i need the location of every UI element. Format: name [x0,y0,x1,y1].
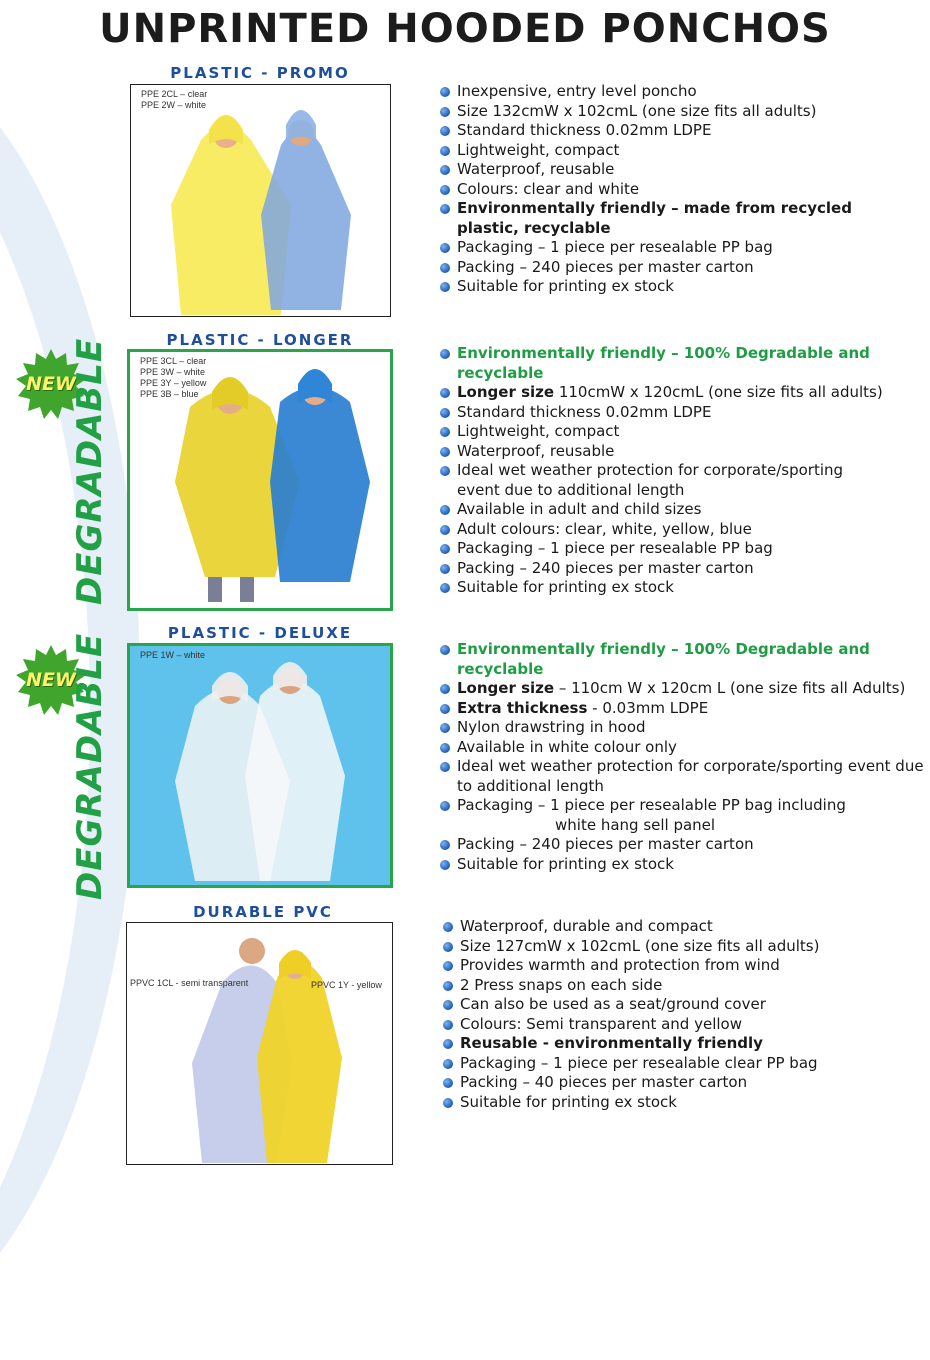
feature-item: 2 Press snaps on each side [443,976,819,996]
product-code: PPE 3W – white [140,367,206,377]
feature-item: Colours: Semi transparent and yellow [443,1015,819,1035]
feature-emphasis: Extra thickness [457,698,588,717]
feature-text: - 0.03mm LDPE [587,698,709,717]
product-code: PPVC 1CL - semi transparent [130,978,249,988]
product-code: PPVC 1Y - yellow [311,980,382,990]
ponchos-illustration [127,923,393,1165]
feature-item: Ideal wet weather protection for corporate/sporting event due to additional length [440,757,927,796]
feature-item: Packaging – 1 piece per resealable PP bag [440,238,877,258]
feature-item: Waterproof, reusable [440,160,877,180]
feature-item: Adult colours: clear, white, yellow, blue [440,520,887,540]
feature-list-deluxe [440,640,927,874]
feature-item: Reusable - environmentally friendly [443,1034,819,1054]
section-title-promo: PLASTIC - PROMO [170,64,350,82]
new-badge-label: NEW [26,669,76,691]
product-codes [140,650,205,661]
feature-item: Packaging – 1 piece per resealable clear PP bag [443,1054,819,1074]
product-code: PPE 3Y – yellow [140,378,207,388]
product-code: PPE 3CL – clear [140,356,207,366]
new-badge-label: NEW [26,373,76,395]
feature-item: Standard thickness 0.02mm LDPE [440,121,877,141]
product-code: PPE 2W – white [141,100,207,110]
feature-emphasis: Longer size [457,679,555,697]
feature-item: Can also be used as a seat/ground cover [443,995,819,1015]
feature-item: Size 132cmW x 102cmL (one size fits all adults) [440,102,877,122]
feature-list-pvc [443,917,819,1112]
feature-item [440,383,887,403]
product-codes [141,89,207,111]
feature-text: 110cmW x 120cmL (one size fits all adults) [554,383,883,401]
section-title-deluxe: PLASTIC - DELUXE [167,624,353,642]
feature-item: Suitable for printing ex stock [440,855,927,875]
feature-item [440,679,927,699]
feature-item: Packing – 240 pieces per master carton [440,559,887,579]
feature-item: Inexpensive, entry level poncho [440,82,877,102]
feature-item: Standard thickness 0.02mm LDPE [440,403,887,423]
feature-item: Ideal wet weather protection for corporate/sporting event due to additional length [440,461,877,500]
feature-item: Available in white colour only [440,738,927,758]
product-codes [140,356,206,400]
feature-item: Size 127cmW x 102cmL (one size fits all adults) [443,937,819,957]
feature-item: Waterproof, reusable [440,442,887,462]
feature-list-longer [440,344,887,598]
feature-item: Nylon drawstring in hood [440,718,927,738]
feature-item: Available in adult and child sizes [440,500,887,520]
feature-item: Packing – 240 pieces per master carton [440,258,877,278]
feature-text: – 110cm W x 120cm L (one size fits all Adults) [554,679,906,697]
feature-text: white hang sell panel [555,815,716,834]
page-title: UNPRINTED HOODED PONCHOS [99,6,831,52]
feature-item: Suitable for printing ex stock [440,578,887,598]
degradable-label: DEGRADABLE [70,337,110,605]
ponchos-illustration [130,646,390,885]
product-photo-deluxe [127,643,393,888]
feature-item: Packing – 240 pieces per master carton [440,835,927,855]
feature-item: Suitable for printing ex stock [440,277,877,297]
product-code: PPE 2CL – clear [141,89,208,99]
ponchos-illustration [131,85,391,317]
section-title-pvc: DURABLE PVC [193,903,333,921]
product-photo-longer [127,349,393,611]
product-code: PPE 1W – white [140,650,206,660]
feature-item: Provides warmth and protection from wind [443,956,819,976]
feature-item: Environmentally friendly – 100% Degradable and recyclable [440,640,887,679]
feature-item: Environmentally friendly – made from recycled plastic, recyclable [440,199,877,238]
product-photo-pvc [126,922,393,1165]
feature-emphasis: Longer size [457,383,555,401]
feature-item: Suitable for printing ex stock [443,1093,819,1113]
feature-item: Packaging – 1 piece per resealable PP bag [440,539,887,559]
feature-item: Environmentally friendly – 100% Degradable and recyclable [440,344,887,383]
feature-item: Colours: clear and white [440,180,877,200]
section-title-longer: PLASTIC - LONGER [166,331,354,349]
feature-item [440,796,927,835]
product-code: PPE 3B – blue [140,389,199,399]
product-photo-promo [130,84,391,317]
feature-item: Waterproof, durable and compact [443,917,819,937]
feature-list-promo [440,82,877,297]
feature-text: Packaging – 1 piece per resealable PP bag including [457,796,846,814]
feature-item: Lightweight, compact [440,422,887,442]
feature-item [440,699,927,719]
feature-item: Packing – 40 pieces per master carton [443,1073,819,1093]
feature-item: Lightweight, compact [440,141,877,161]
degradable-label: DEGRADABLE [70,632,110,900]
